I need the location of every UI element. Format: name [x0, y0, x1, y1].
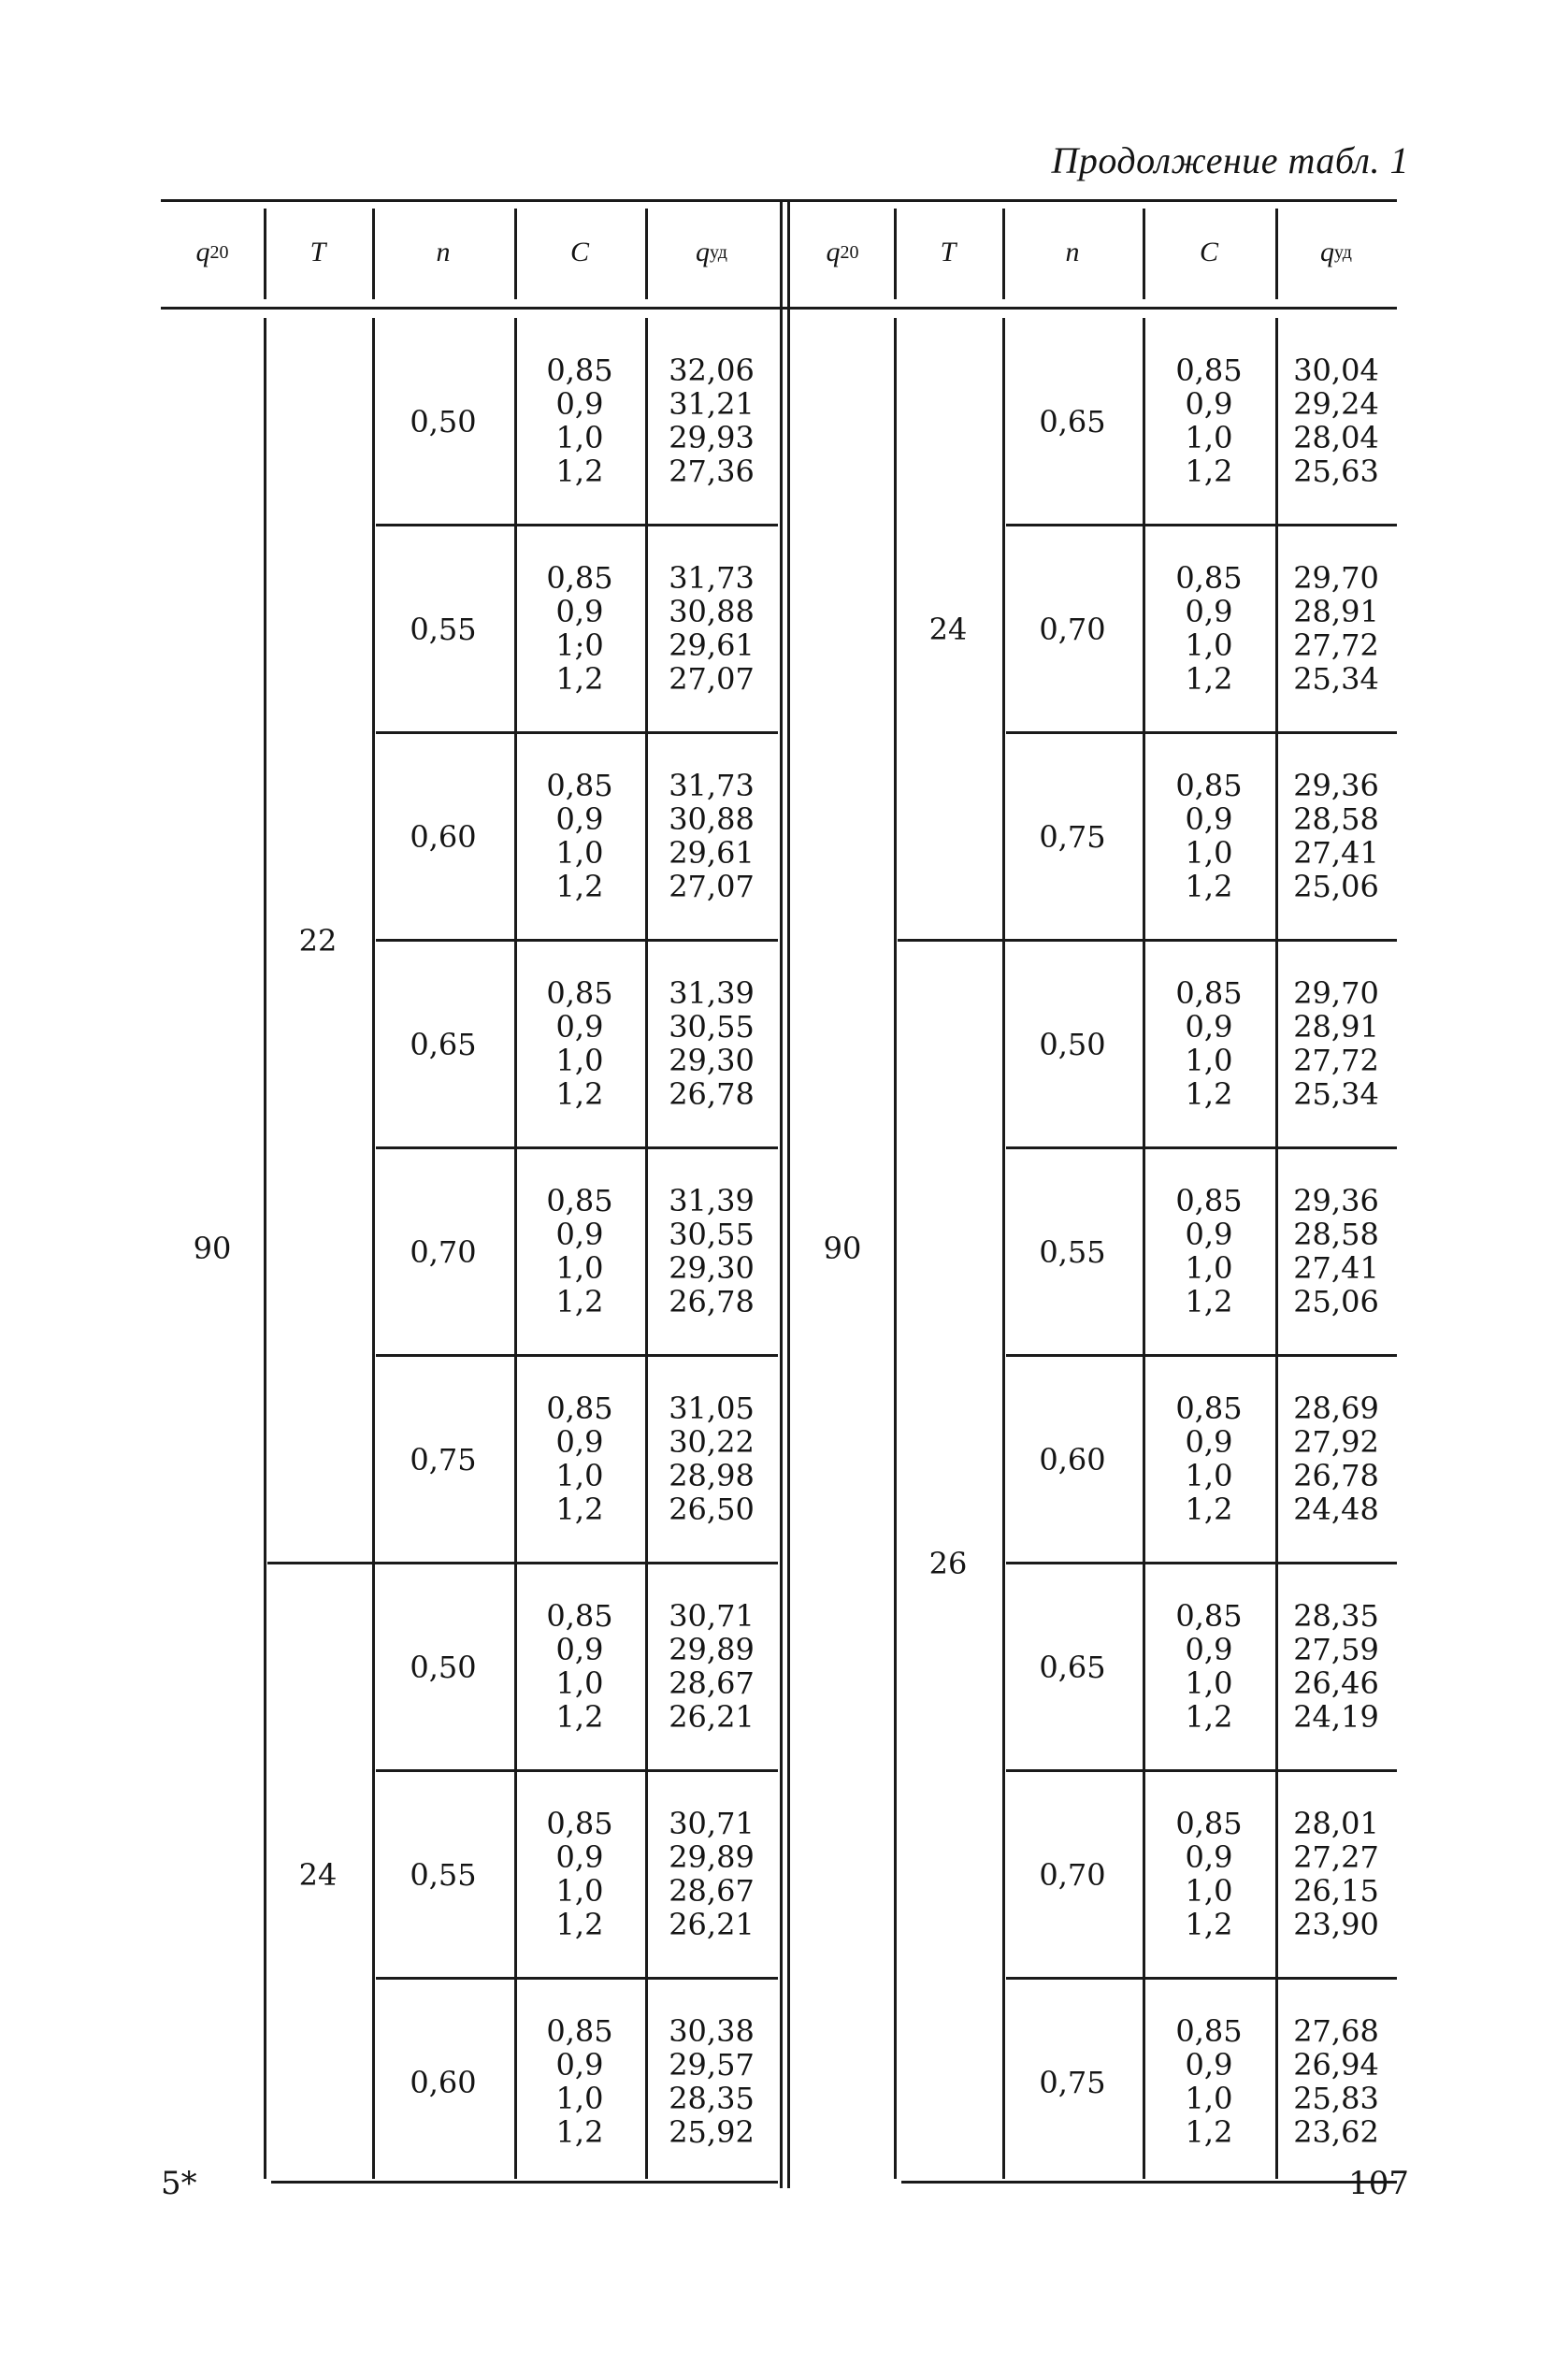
c-value: 1,0	[555, 2081, 604, 2116]
page-number: 107	[1348, 2165, 1409, 2202]
right-header-sep-0	[894, 209, 897, 299]
c-value: 0,9	[555, 386, 604, 422]
qud-value: 28,69	[1293, 1391, 1379, 1426]
qud-values-cell	[645, 1148, 778, 1354]
c-values-cell	[514, 318, 645, 524]
right-header-sep-3	[1275, 209, 1278, 299]
c-value: 0,9	[555, 594, 604, 629]
right-header-qud	[1275, 201, 1397, 304]
qud-value: 28,67	[669, 1873, 755, 1909]
n-value: 0,55	[410, 612, 477, 647]
qud-values-cell	[645, 733, 778, 939]
c-value: 1,2	[555, 1699, 604, 1735]
c-value: 0,9	[1185, 594, 1233, 629]
c-value: 1,0	[555, 835, 604, 871]
n-value: 0,75	[410, 1442, 477, 1478]
n-value: 0,70	[1039, 612, 1106, 647]
c-value: 0,9	[555, 1009, 604, 1045]
qud-value: 26,21	[669, 1907, 755, 1942]
c-value: 0,85	[546, 2013, 613, 2049]
left-q20-value: 90	[193, 1231, 232, 1266]
right-header-qud-symbol: q	[1320, 237, 1335, 267]
c-value: 1,2	[1185, 2114, 1233, 2150]
c-value: 1,2	[1185, 1284, 1233, 1319]
c-value: 1,0	[1185, 1250, 1233, 1286]
qud-value: 29,24	[1293, 386, 1379, 422]
c-value: 0,85	[546, 353, 613, 388]
n-value: 0,75	[1039, 819, 1106, 855]
qud-value: 26,46	[1293, 1665, 1379, 1701]
c-values-cell	[1143, 1148, 1275, 1354]
c-value: 0,9	[555, 1632, 604, 1667]
c-values-cell	[1143, 1979, 1275, 2184]
c-value: 1,0	[555, 1458, 604, 1493]
n-value: 0,55	[410, 1857, 477, 1893]
qud-value: 31,39	[669, 1183, 755, 1218]
c-value: 1,0	[1185, 835, 1233, 871]
left-header-qud	[645, 201, 778, 304]
qud-value: 26,78	[669, 1284, 755, 1319]
left-header-qud-symbol: q	[696, 237, 711, 267]
qud-value: 26,78	[1293, 1458, 1379, 1493]
qud-value: 26,21	[669, 1699, 755, 1735]
c-value: 0,85	[1175, 1806, 1243, 1841]
c-values-cell	[1143, 526, 1275, 731]
header-rule	[161, 307, 1397, 310]
c-value: 1,0	[1185, 1665, 1233, 1701]
c-value: 0,85	[1175, 2013, 1243, 2049]
c-value: 1,2	[555, 1076, 604, 1112]
qud-values-cell	[1275, 733, 1397, 939]
qud-value: 28,35	[669, 2081, 755, 2116]
left-bottom-rule	[271, 2181, 778, 2184]
right-header-sep-2	[1143, 209, 1145, 299]
table-continuation-caption: Продолжение табл. 1	[1051, 139, 1409, 181]
qud-value: 28,01	[1293, 1806, 1379, 1841]
c-value: 1,0	[555, 420, 604, 455]
c-value: 0,85	[1175, 975, 1243, 1011]
c-values-cell	[1143, 1771, 1275, 1977]
qud-value: 30,38	[669, 2013, 755, 2049]
c-value: 0,9	[1185, 1632, 1233, 1667]
c-value: 0,9	[1185, 1217, 1233, 1252]
qud-value: 28,35	[1293, 1598, 1379, 1634]
right-header-q20-subscript: 20	[840, 241, 859, 263]
right-header-T: T	[940, 237, 957, 267]
left-header-sep-3	[645, 209, 648, 299]
right-T-value-1: 26	[928, 1546, 968, 1581]
qud-value: 28,67	[669, 1665, 755, 1701]
c-value: 1,2	[555, 1284, 604, 1319]
left-header-sep-1	[372, 209, 375, 299]
n-value: 0,60	[1039, 1442, 1106, 1478]
left-header-q20-symbol: q	[195, 237, 210, 267]
left-header-sep-0	[264, 209, 266, 299]
center-divider-right	[787, 199, 790, 2188]
qud-value: 26,15	[1293, 1873, 1379, 1909]
qud-value: 29,93	[669, 420, 755, 455]
c-value: 1,2	[1185, 1699, 1233, 1735]
right-bottom-rule	[901, 2181, 1397, 2184]
qud-values-cell	[1275, 1564, 1397, 1769]
qud-value: 30,71	[669, 1598, 755, 1634]
qud-value: 27,36	[669, 454, 755, 489]
c-value: 1,2	[555, 454, 604, 489]
left-header-n: n	[436, 237, 451, 267]
qud-values-cell	[645, 1564, 778, 1769]
n-value: 0,70	[410, 1234, 477, 1270]
qud-value: 28,98	[669, 1458, 755, 1493]
qud-value: 28,58	[1293, 801, 1379, 837]
qud-value: 30,55	[669, 1009, 755, 1045]
qud-value: 31,39	[669, 975, 755, 1011]
qud-value: 27,72	[1293, 1043, 1379, 1078]
c-value: 1,0	[1185, 1873, 1233, 1909]
c-values-cell	[514, 1771, 645, 1977]
qud-value: 29,30	[669, 1250, 755, 1286]
c-values-cell	[514, 733, 645, 939]
right-T-value-0: 24	[928, 612, 968, 647]
left-T-value-1: 24	[298, 1857, 338, 1893]
qud-value: 26,50	[669, 1492, 755, 1527]
c-values-cell	[514, 1148, 645, 1354]
c-value: 1,0	[1185, 1043, 1233, 1078]
right-header-n: n	[1065, 237, 1080, 267]
c-value: 1,0	[1185, 420, 1233, 455]
c-value: 0,85	[1175, 1183, 1243, 1218]
qud-value: 29,70	[1293, 975, 1379, 1011]
c-value: 0,9	[555, 1424, 604, 1460]
qud-value: 25,63	[1293, 454, 1379, 489]
qud-value: 32,06	[669, 353, 755, 388]
c-value: 0,9	[555, 2047, 604, 2083]
c-values-cell	[514, 1356, 645, 1562]
qud-values-cell	[1275, 941, 1397, 1146]
c-value: 1,0	[555, 1665, 604, 1701]
qud-values-cell	[645, 1356, 778, 1562]
qud-value: 26,78	[669, 1076, 755, 1112]
qud-value: 23,62	[1293, 2114, 1379, 2150]
qud-values-cell	[1275, 1356, 1397, 1562]
qud-value: 24,19	[1293, 1699, 1379, 1735]
left-header-T: T	[309, 237, 326, 267]
right-header-qud-subscript: уд	[1334, 241, 1352, 263]
c-value: 1,2	[1185, 1907, 1233, 1942]
qud-value: 31,73	[669, 768, 755, 803]
left-header-qud-subscript: уд	[710, 241, 727, 263]
n-value: 0,65	[1039, 1650, 1106, 1685]
right-header-q20-symbol: q	[826, 237, 841, 267]
qud-values-cell	[645, 941, 778, 1146]
left-header-q20-subscript: 20	[209, 241, 229, 263]
qud-values-cell	[1275, 318, 1397, 524]
qud-value: 30,04	[1293, 353, 1379, 388]
c-value: 1,0	[555, 1873, 604, 1909]
qud-value: 29,57	[669, 2047, 755, 2083]
n-value: 0,65	[1039, 404, 1106, 440]
c-value: 1,0	[555, 1043, 604, 1078]
c-value: 1,0	[1185, 2081, 1233, 2116]
c-value: 0,9	[1185, 2047, 1233, 2083]
n-value: 0,50	[410, 404, 477, 440]
qud-value: 31,05	[669, 1391, 755, 1426]
qud-values-cell	[1275, 1148, 1397, 1354]
c-value: 0,85	[546, 1806, 613, 1841]
c-value: 0,85	[546, 1598, 613, 1634]
c-value: 0,85	[546, 1391, 613, 1426]
c-value: 0,85	[1175, 768, 1243, 803]
right-q20-value: 90	[823, 1231, 862, 1266]
qud-value: 27,92	[1293, 1424, 1379, 1460]
qud-value: 29,70	[1293, 560, 1379, 596]
qud-value: 29,61	[669, 627, 755, 663]
c-value: 1,2	[555, 1907, 604, 1942]
c-values-cell	[1143, 1356, 1275, 1562]
qud-value: 26,94	[1293, 2047, 1379, 2083]
qud-value: 29,36	[1293, 1183, 1379, 1218]
c-values-cell	[514, 941, 645, 1146]
n-value: 0,75	[1039, 2065, 1106, 2100]
qud-values-cell	[645, 526, 778, 731]
qud-values-cell	[1275, 1771, 1397, 1977]
qud-value: 28,04	[1293, 420, 1379, 455]
c-value: 1,2	[555, 661, 604, 697]
c-value: 1,2	[555, 2114, 604, 2150]
n-value: 0,60	[410, 819, 477, 855]
qud-value: 30,22	[669, 1424, 755, 1460]
qud-values-cell	[1275, 1979, 1397, 2184]
qud-value: 25,83	[1293, 2081, 1379, 2116]
qud-value: 25,06	[1293, 869, 1379, 904]
c-value: 1,0	[555, 1250, 604, 1286]
qud-value: 27,41	[1293, 1250, 1379, 1286]
qud-value: 31,73	[669, 560, 755, 596]
n-value: 0,50	[1039, 1027, 1106, 1062]
c-values-cell	[1143, 1564, 1275, 1769]
qud-value: 27,27	[1293, 1839, 1379, 1875]
n-value: 0,65	[410, 1027, 477, 1062]
qud-value: 29,30	[669, 1043, 755, 1078]
qud-value: 28,58	[1293, 1217, 1379, 1252]
qud-value: 30,55	[669, 1217, 755, 1252]
c-value: 0,85	[1175, 1391, 1243, 1426]
qud-values-cell	[645, 1771, 778, 1977]
qud-value: 30,88	[669, 594, 755, 629]
qud-value: 30,88	[669, 801, 755, 837]
c-value: 0,85	[546, 975, 613, 1011]
qud-value: 30,71	[669, 1806, 755, 1841]
c-value: 0,9	[1185, 1839, 1233, 1875]
qud-values-cell	[645, 1979, 778, 2184]
qud-value: 29,36	[1293, 768, 1379, 803]
qud-value: 27,07	[669, 869, 755, 904]
qud-value: 25,34	[1293, 1076, 1379, 1112]
qud-value: 28,91	[1293, 1009, 1379, 1045]
c-value: 0,9	[1185, 1009, 1233, 1045]
qud-value: 25,92	[669, 2114, 755, 2150]
c-values-cell	[1143, 941, 1275, 1146]
c-value: 1,2	[1185, 1492, 1233, 1527]
c-value: 0,85	[546, 1183, 613, 1218]
c-value: 0,9	[1185, 1424, 1233, 1460]
c-value: 1,2	[1185, 661, 1233, 697]
left-T-value-0: 22	[298, 923, 338, 959]
c-values-cell	[514, 1564, 645, 1769]
c-value: 0,9	[1185, 386, 1233, 422]
qud-value: 27,41	[1293, 835, 1379, 871]
qud-value: 29,61	[669, 835, 755, 871]
c-value: 0,9	[1185, 801, 1233, 837]
left-header-C: C	[569, 237, 589, 267]
c-value: 0,9	[555, 1839, 604, 1875]
c-value: 0,9	[555, 1217, 604, 1252]
signature-mark: 5*	[161, 2165, 197, 2202]
c-value: 0,9	[555, 801, 604, 837]
c-values-cell	[1143, 733, 1275, 939]
c-values-cell	[514, 526, 645, 731]
n-value: 0,55	[1039, 1234, 1106, 1270]
qud-value: 27,07	[669, 661, 755, 697]
qud-value: 25,06	[1293, 1284, 1379, 1319]
qud-value: 29,89	[669, 1632, 755, 1667]
qud-values-cell	[645, 318, 778, 524]
c-value: 1,0	[1185, 1458, 1233, 1493]
c-value: 0,85	[546, 768, 613, 803]
c-value: 0,85	[1175, 353, 1243, 388]
c-value: 1,0	[1185, 627, 1233, 663]
qud-value: 24,48	[1293, 1492, 1379, 1527]
qud-value: 27,72	[1293, 627, 1379, 663]
qud-value: 23,90	[1293, 1907, 1379, 1942]
c-values-cell	[1143, 318, 1275, 524]
right-header-C: C	[1199, 237, 1218, 267]
qud-value: 27,59	[1293, 1632, 1379, 1667]
c-value: 1,2	[1185, 869, 1233, 904]
c-value: 0,85	[1175, 560, 1243, 596]
qud-value: 31,21	[669, 386, 755, 422]
left-header-sep-2	[514, 209, 517, 299]
c-value: 1,2	[1185, 454, 1233, 489]
qud-value: 28,91	[1293, 594, 1379, 629]
qud-values-cell	[1275, 526, 1397, 731]
n-value: 0,70	[1039, 1857, 1106, 1893]
c-value: 1,2	[555, 869, 604, 904]
right-header-sep-1	[1002, 209, 1005, 299]
qud-value: 25,34	[1293, 661, 1379, 697]
qud-value: 27,68	[1293, 2013, 1379, 2049]
c-value: 1,2	[555, 1492, 604, 1527]
left-header-q20	[161, 201, 264, 304]
n-value: 0,60	[410, 2065, 477, 2100]
c-value: 0,85	[1175, 1598, 1243, 1634]
qud-value: 29,89	[669, 1839, 755, 1875]
c-values-cell	[514, 1979, 645, 2184]
c-value: 1,2	[1185, 1076, 1233, 1112]
n-value: 0,50	[410, 1650, 477, 1685]
center-divider-left	[780, 199, 783, 2188]
right-header-q20	[791, 201, 894, 304]
c-value: 1;0	[555, 627, 604, 663]
c-value: 0,85	[546, 560, 613, 596]
